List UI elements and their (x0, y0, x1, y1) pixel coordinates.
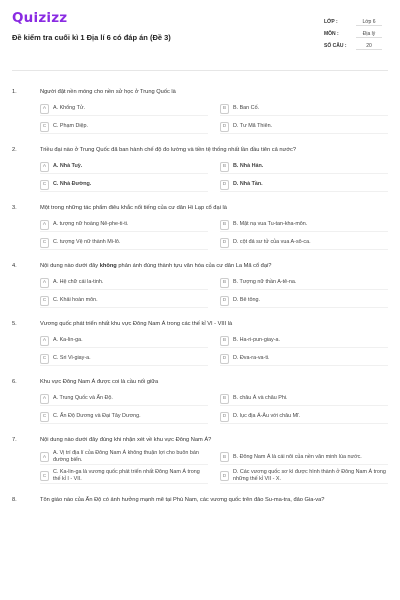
meta-label: MÔN : (324, 31, 339, 37)
question-number: 5. (12, 321, 17, 327)
option-text: C. Khải hoàn môn. (53, 297, 98, 303)
question-item (12, 378, 388, 424)
option-letter-box: B (220, 452, 229, 462)
question-text: Người đặt nền móng cho nền sử học ở Trung Quốc là (40, 89, 176, 95)
option-letter-box: C (40, 296, 49, 306)
question-item (12, 320, 388, 366)
option-text: A. Hệ chữ cái la-tinh. (53, 279, 104, 285)
option-text: C. Ka-lin-ga là vương quốc phát triển nhất Đông Nam Á trong thế kỉ I - VII. (53, 469, 200, 482)
option-letter-box: B (220, 220, 229, 230)
answer-option[interactable] (40, 294, 208, 308)
option-letter-box: A (40, 162, 49, 172)
option-text: A. Ka-lin-ga. (53, 337, 83, 343)
option-text: B. Ban Cố. (233, 105, 260, 111)
option-letter-box: C (40, 354, 49, 364)
question-item (12, 146, 388, 192)
question-text-row (12, 320, 388, 328)
meta-row-grade (324, 16, 382, 28)
meta-value: Địa lý (356, 31, 382, 38)
option-letter-box: A (40, 394, 49, 404)
option-letter-box: A (40, 336, 49, 346)
answer-option[interactable] (220, 469, 388, 484)
option-text: D. Tư Mã Thiên. (233, 123, 273, 129)
question-item (12, 204, 388, 250)
option-text: D. Các vương quốc sơ kì được hình thành ở Đông Nam Á trong những thế kỉ VII - X. (233, 469, 386, 482)
option-letter-box: A (40, 278, 49, 288)
question-number: 8. (12, 497, 17, 503)
answer-options (40, 160, 388, 192)
answer-options (40, 102, 388, 134)
meta-value: Lớp 6 (356, 19, 382, 26)
answer-option[interactable] (40, 334, 208, 348)
answer-option[interactable] (220, 450, 388, 465)
option-text: B. Nhà Hán. (233, 163, 264, 169)
answer-option[interactable] (220, 236, 388, 250)
option-text: C. Nhà Đường. (53, 181, 92, 187)
option-text: A. tượng nữ hoàng Nê-phe-ti-ti. (53, 221, 129, 227)
question-text-row (12, 88, 388, 96)
answer-option[interactable] (220, 120, 388, 134)
meta-label: SỐ CÂU : (324, 43, 347, 49)
option-letter-box: D (220, 122, 229, 132)
option-letter-box: C (40, 122, 49, 132)
option-text: B. Đông Nam Á là cái nôi của nền văn minh lúa nước. (233, 453, 362, 460)
worksheet-title: Đề kiểm tra cuối kì 1 Địa lí 6 có đáp án (Đề 3) (12, 33, 171, 42)
answer-option[interactable] (40, 392, 208, 406)
question-text: Vương quốc phát triển nhất khu vực Đông Nam Á trong các thế kỉ VI - VIII là (40, 321, 233, 327)
option-text: D. lục địa Á-Âu với châu Mĩ. (233, 413, 301, 419)
question-number: 7. (12, 437, 17, 443)
question-text-row (12, 436, 388, 444)
question-item (12, 436, 388, 484)
option-text: A. Nhà Tuỳ. (53, 163, 83, 169)
option-text: B. Tượng nữ thần A-tê-na. (233, 279, 297, 285)
answer-options (40, 392, 388, 424)
worksheet-header (12, 10, 388, 71)
answer-option[interactable] (40, 276, 208, 290)
meta-value: 20 (356, 43, 382, 50)
answer-option[interactable] (220, 352, 388, 366)
option-letter-box: D (220, 180, 229, 190)
option-text: C. tượng Vệ nữ thành Mi-lô. (53, 239, 121, 245)
question-text: Một trong những tác phẩm điêu khắc nổi tiếng của cư dân Hi Lạp cổ đại là (40, 205, 227, 211)
answer-option[interactable] (220, 276, 388, 290)
option-letter-box: A (40, 104, 49, 114)
question-text: Nội dung nào dưới đây không phản ánh đúng thành tựu văn hóa của cư dân La Mã cổ đại? (40, 263, 272, 269)
question-text: Triều đại nào ở Trung Quốc đã ban hành chế độ đo lường và tiền tệ thống nhất lần đầu tiên cả nước? (40, 147, 297, 153)
option-letter-box: D (220, 354, 229, 364)
meta-label: LỚP : (324, 19, 338, 25)
option-text: B. Mặt nạ vua Tu-tan-kha-môn. (233, 221, 308, 227)
answer-option[interactable] (40, 450, 208, 465)
option-letter-box: A (40, 220, 49, 230)
option-text: C. Phạm Diệp. (53, 123, 89, 129)
option-text: A. Khổng Tử. (53, 105, 85, 111)
question-text: Nội dung nào dưới đây đúng khi nhận xét về khu vực Đông Nam Á? (40, 437, 212, 443)
option-text: B. châu Á và châu Phi. (233, 395, 288, 401)
meta-row-count (324, 40, 382, 52)
option-letter-box: D (220, 296, 229, 306)
answer-option[interactable] (220, 294, 388, 308)
option-letter-box: B (220, 104, 229, 114)
question-text: Tôn giáo nào của Ấn Độ có ảnh hưởng mạnh mẽ tại Phù Nam, các vương quốc trên đảo Su-ma-tra, đảo Gia-va? (40, 497, 325, 503)
question-text-row (12, 496, 388, 504)
answer-option[interactable] (220, 102, 388, 116)
answer-option[interactable] (40, 178, 208, 192)
option-text: A. Trung Quốc và Ấn Độ. (53, 395, 113, 401)
option-text: A. Vị trí địa lí của Đông Nam Á không thuận lợi cho buôn bán đường biển. (53, 450, 199, 463)
answer-options (40, 276, 388, 308)
answer-option[interactable] (40, 410, 208, 424)
answer-options (40, 218, 388, 250)
question-item (12, 88, 388, 134)
option-letter-box: B (220, 278, 229, 288)
answer-options (40, 334, 388, 366)
question-number: 2. (12, 147, 17, 153)
meta-row-subject (324, 28, 382, 40)
answer-option[interactable] (220, 218, 388, 232)
answer-option[interactable] (40, 352, 208, 366)
quizizz-logo[interactable]: Quizizz (12, 10, 68, 26)
option-letter-box: B (220, 336, 229, 346)
answer-option[interactable] (40, 102, 208, 116)
option-text: D. cột đá sư tử của vua A-sô-ca. (233, 239, 311, 245)
option-text: D. Bê tông. (233, 297, 260, 303)
option-text: B. Ha-ri-pun-giay-a. (233, 337, 281, 343)
option-letter-box: B (220, 394, 229, 404)
option-letter-box: C (40, 238, 49, 248)
question-text: Khu vực Đông Nam Á được coi là cầu nối giữa (40, 379, 159, 385)
answer-options (40, 450, 388, 484)
answer-option[interactable] (220, 392, 388, 406)
question-text-row (12, 204, 388, 212)
option-letter-box: D (220, 238, 229, 248)
question-text-row (12, 146, 388, 154)
option-letter-box: D (220, 471, 229, 481)
question-item (12, 262, 388, 308)
answer-option[interactable] (220, 334, 388, 348)
answer-option[interactable] (40, 160, 208, 174)
answer-option[interactable] (40, 469, 208, 484)
option-text: D. Nhà Tần. (233, 181, 263, 187)
option-letter-box: C (40, 412, 49, 422)
question-list (12, 71, 388, 504)
option-letter-box: A (40, 452, 49, 462)
worksheet-meta (324, 16, 382, 52)
answer-option[interactable] (220, 410, 388, 424)
question-item (12, 496, 388, 504)
answer-option[interactable] (220, 178, 388, 192)
option-letter-box: D (220, 412, 229, 422)
option-text: D. Đva-ra-va-ti. (233, 355, 270, 361)
option-letter-box: B (220, 162, 229, 172)
option-text: C. Sri Vi-giay-a. (53, 355, 91, 361)
question-text-row (12, 378, 388, 386)
option-letter-box: C (40, 471, 49, 481)
answer-option[interactable] (40, 120, 208, 134)
answer-option[interactable] (220, 160, 388, 174)
answer-option[interactable] (40, 218, 208, 232)
question-number: 3. (12, 205, 17, 211)
question-number: 6. (12, 379, 17, 385)
question-number: 1. (12, 89, 17, 95)
option-text: C. Ấn Độ Dương và Đại Tây Dương. (53, 413, 141, 419)
question-number: 4. (12, 263, 17, 269)
answer-option[interactable] (40, 236, 208, 250)
option-letter-box: C (40, 180, 49, 190)
question-text-row (12, 262, 388, 270)
